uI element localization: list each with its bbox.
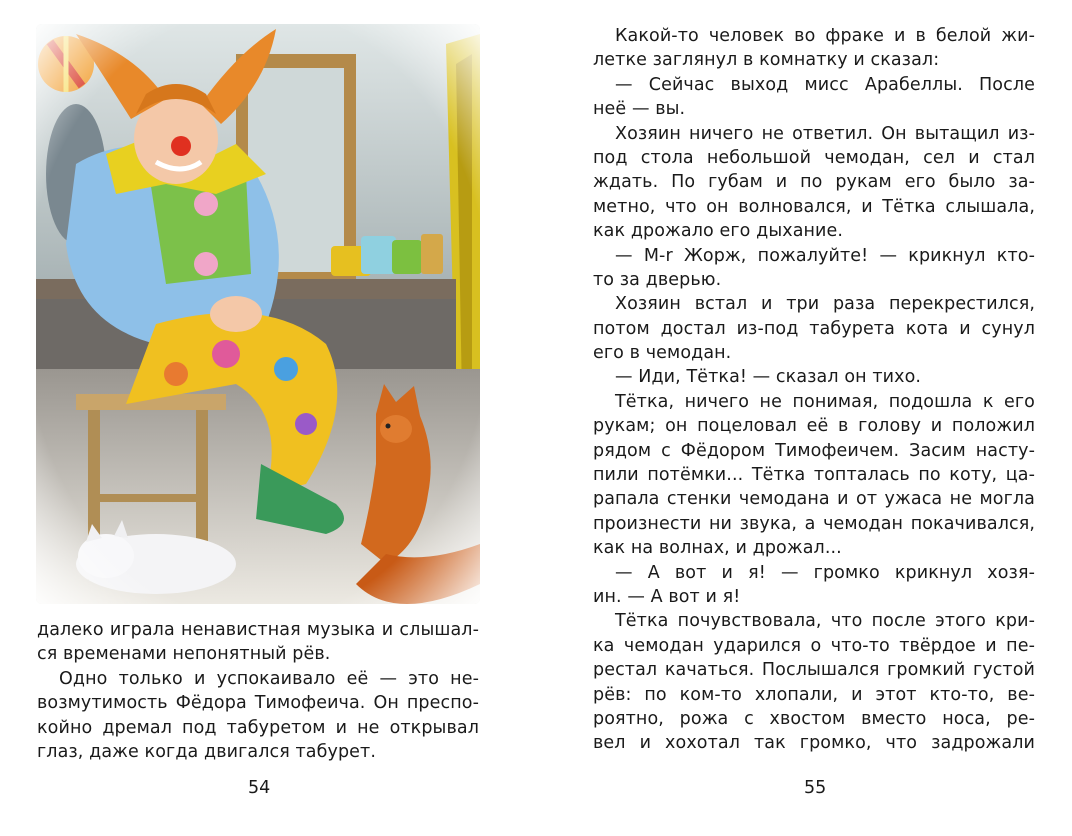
text-line: далеко играла ненавистная музыка и слышал-: [37, 620, 479, 640]
text-line: — А вот и я! — громко крикнул хозя-: [615, 562, 1035, 583]
text-line: рапала стенки чемодана и от ужаса не могла: [593, 489, 1035, 510]
right-page: [536, 0, 1072, 836]
text-line: Тётка почувствовала, что после этого кри-: [615, 611, 1035, 632]
text-line: ка чемодан ударился о что-то твёрдое и пе-: [593, 635, 1035, 656]
text-line: — Иди, Тётка! — сказал он тихо.: [615, 367, 922, 388]
right-page-text: [593, 24, 1035, 756]
text-line: Какой-то человек во фраке и в белой жи-: [615, 26, 1035, 46]
text-line: как на волнах, и дрожал...: [593, 538, 842, 559]
text-line: койно дремал под табуретом и не открывал: [37, 717, 479, 738]
text-line: его в чемодан.: [593, 343, 732, 364]
text-line: неё — вы.: [593, 99, 686, 120]
text-line: метно, что он волновался, и Тётка слышала,: [593, 196, 1035, 217]
text-line: роятно, рожа с хвостом вместо носа, ре-: [593, 708, 1035, 729]
text-line: ся временами непонятный рёв.: [37, 644, 331, 665]
text-line: произнести ни звука, а чемодан покачивался,: [593, 513, 1035, 534]
text-line: Хозяин ничего не ответил. Он вытащил из-: [615, 123, 1035, 144]
text-line: пили потёмки... Тётка топталась по коту, ца-: [593, 465, 1035, 486]
clown-and-fox-illustration: [36, 24, 480, 604]
text-line: Тётка, ничего не понимая, подошла к его: [615, 391, 1035, 412]
text-line: глаз, даже когда двигался табурет.: [37, 741, 377, 762]
text-line: потом достал из-под табурета кота и сунул: [593, 318, 1035, 339]
text-line: ин. — А вот и я!: [593, 586, 741, 607]
text-line: — M-r Жорж, пожалуйте! — крикнул кто-: [615, 245, 1035, 266]
text-line: рёв: по ком-то хлопали, и этот кто-то, ве-: [593, 684, 1035, 705]
text-line: под стола небольшой чемодан, сел и стал: [593, 147, 1035, 168]
text-line: летке заглянул в комнатку и сказал:: [593, 50, 940, 71]
text-line: как дрожало его дыхание.: [593, 221, 844, 242]
page-number-right: 55: [804, 778, 827, 798]
text-line: рукам; он поцеловал её в голову и положил: [593, 416, 1035, 437]
text-line: рестал качаться. Послышался громкий густой: [593, 660, 1035, 681]
text-line: возмутимость Фёдора Тимофеича. Он преспо-: [37, 693, 479, 714]
text-line: Одно только и успокаивало её — это не-: [59, 668, 479, 689]
text-line: то за дверью.: [593, 269, 722, 290]
text-line: ждать. По губам и по рукам его было за-: [593, 172, 1035, 193]
text-line: рядом с Фёдором Тимофеичем. Засим насту-: [593, 440, 1035, 461]
text-line: Хозяин встал и три раза перекрестился,: [615, 294, 1035, 315]
text-line: вел и хохотал так громко, что задрожали: [593, 733, 1035, 754]
page-number-left: 54: [248, 778, 271, 798]
text-line: — Сейчас выход мисс Арабеллы. После: [615, 74, 1035, 95]
illustration-drawing: [36, 24, 480, 604]
left-page-text: [37, 618, 479, 764]
